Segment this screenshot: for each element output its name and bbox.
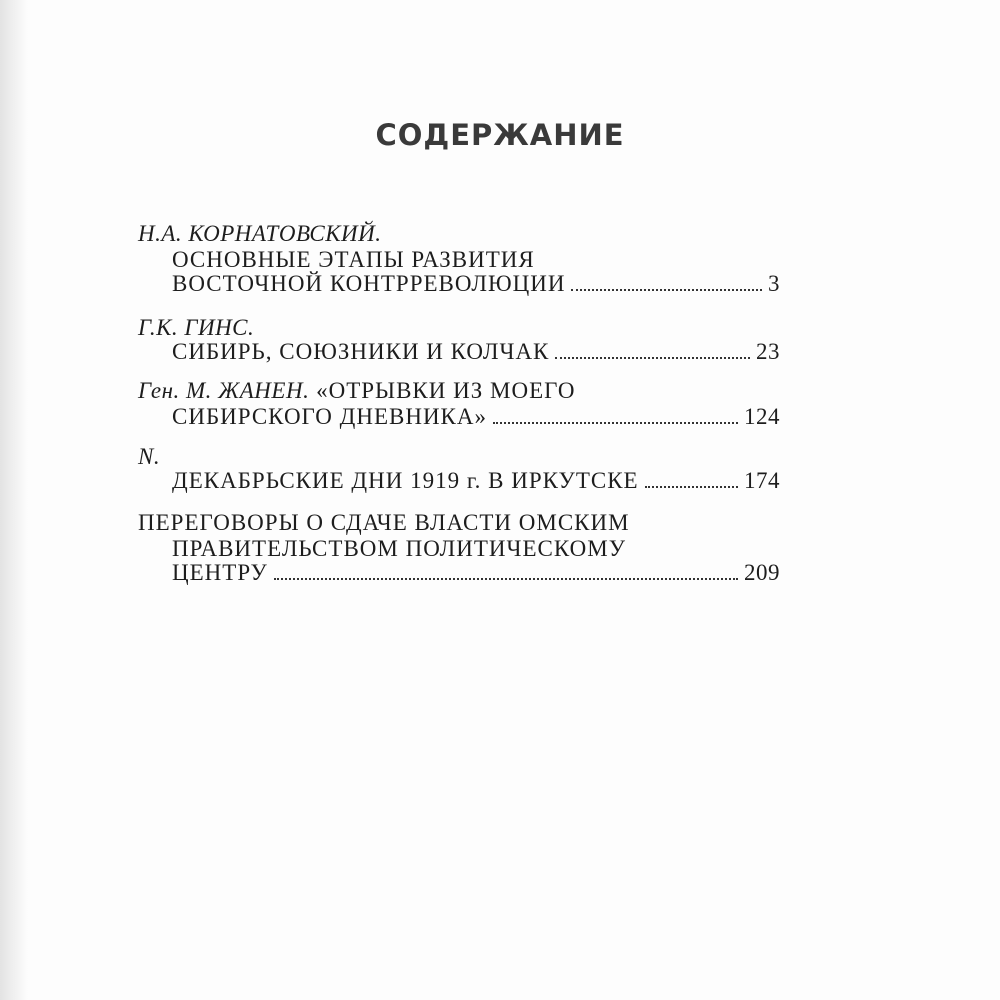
toc-entry-author: Н.А. КОРНАТОВСКИЙ. [138, 221, 382, 246]
toc-entry-title-line: ДЕКАБРЬСКИЕ ДНИ 1919 г. В ИРКУТСКЕ [172, 468, 639, 493]
dot-leader [571, 288, 762, 291]
page-title: СОДЕРЖАНИЕ [375, 118, 625, 152]
toc-page-number: 174 [744, 468, 780, 493]
toc-page-number: 3 [768, 271, 780, 296]
toc-entry-author: Ген. М. ЖАНЕН. [138, 378, 310, 403]
toc-page-number: 124 [744, 404, 780, 429]
toc-entry-title-line: СИБИРЬ, СОЮЗНИКИ И КОЛЧАК [172, 339, 550, 364]
toc-entry-row[interactable] [172, 559, 780, 587]
toc-entry-row[interactable] [172, 270, 780, 298]
toc-entry-title-line: ВОСТОЧНОЙ КОНТРРЕВОЛЮЦИИ [172, 271, 566, 296]
toc-entry-author: N. [138, 444, 161, 469]
toc-page-number: 23 [756, 339, 780, 364]
toc-entry-author: Г.К. ГИНС. [138, 315, 255, 340]
toc-entry-title-line: ПРАВИТЕЛЬСТВОМ ПОЛИТИЧЕСКОМУ [172, 536, 626, 561]
toc-entry-row[interactable] [172, 338, 780, 366]
toc-entry-heading-line [138, 377, 575, 405]
toc-entry-title-line: ОСНОВНЫЕ ЭТАПЫ РАЗВИТИЯ [172, 247, 535, 272]
dot-leader [645, 485, 738, 488]
toc-entry-row[interactable] [172, 467, 780, 495]
dot-leader [274, 577, 738, 580]
toc-entry-row[interactable] [172, 403, 780, 431]
toc-entry-title-line: ПЕРЕГОВОРЫ О СДАЧЕ ВЛАСТИ ОМСКИМ [138, 510, 630, 535]
dot-leader [493, 421, 738, 424]
toc-entry-title-line: ЦЕНТРУ [172, 560, 268, 585]
dot-leader [555, 356, 750, 359]
toc-entry-title-line: СИБИРСКОГО ДНЕВНИКА» [172, 404, 488, 429]
toc-page-number: 209 [744, 560, 780, 585]
toc-entry-title-line: «ОТРЫВКИ ИЗ МОЕГО [316, 378, 576, 403]
